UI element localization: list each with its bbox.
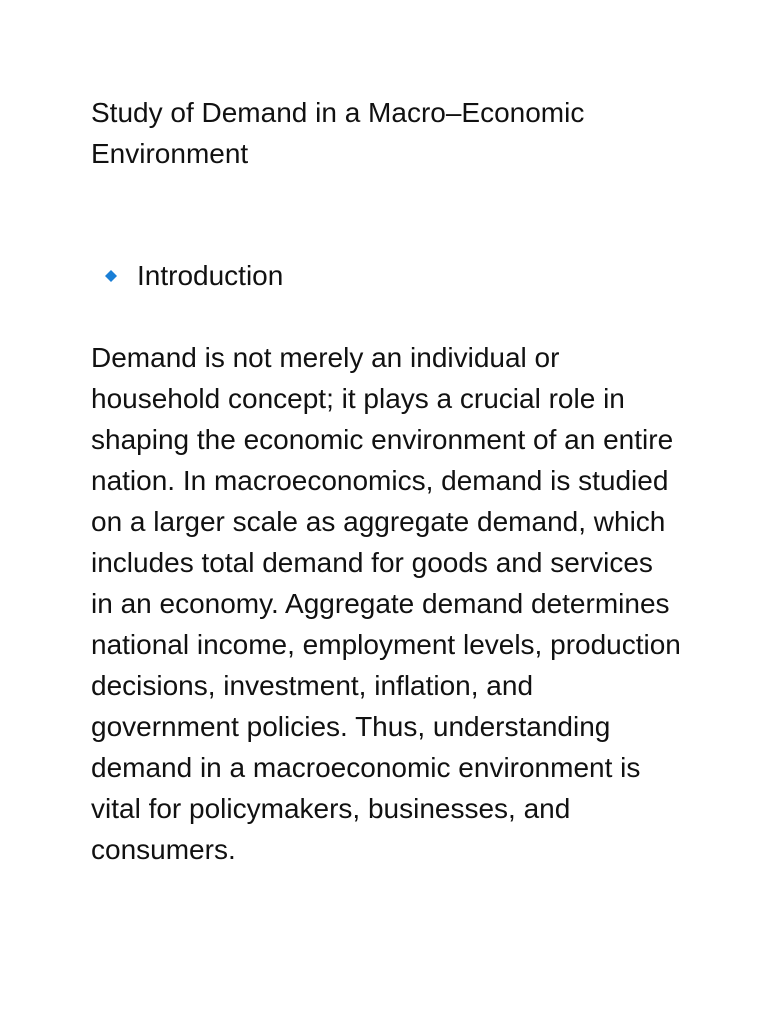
section-label: Introduction xyxy=(137,260,284,291)
intro-paragraph: Demand is not merely an individual or household concept; it plays a crucial role in shaping the economic environment of an entire nation. In macroeconomics, demand is studied on a larger scale as aggregate demand, which includes total demand for goods and services in an economy. Aggregate demand determines national income, employment levels, production decisions, investment, inflation, and government policies. Thus, understanding demand in a macroeconomic environment is vital for policymakers, businesses, and consumers. xyxy=(91,342,681,865)
page-title: Study of Demand in a Macro–Economic Environment xyxy=(91,97,585,169)
diamond-bullet-icon xyxy=(91,256,131,296)
section-heading-introduction xyxy=(91,256,671,296)
